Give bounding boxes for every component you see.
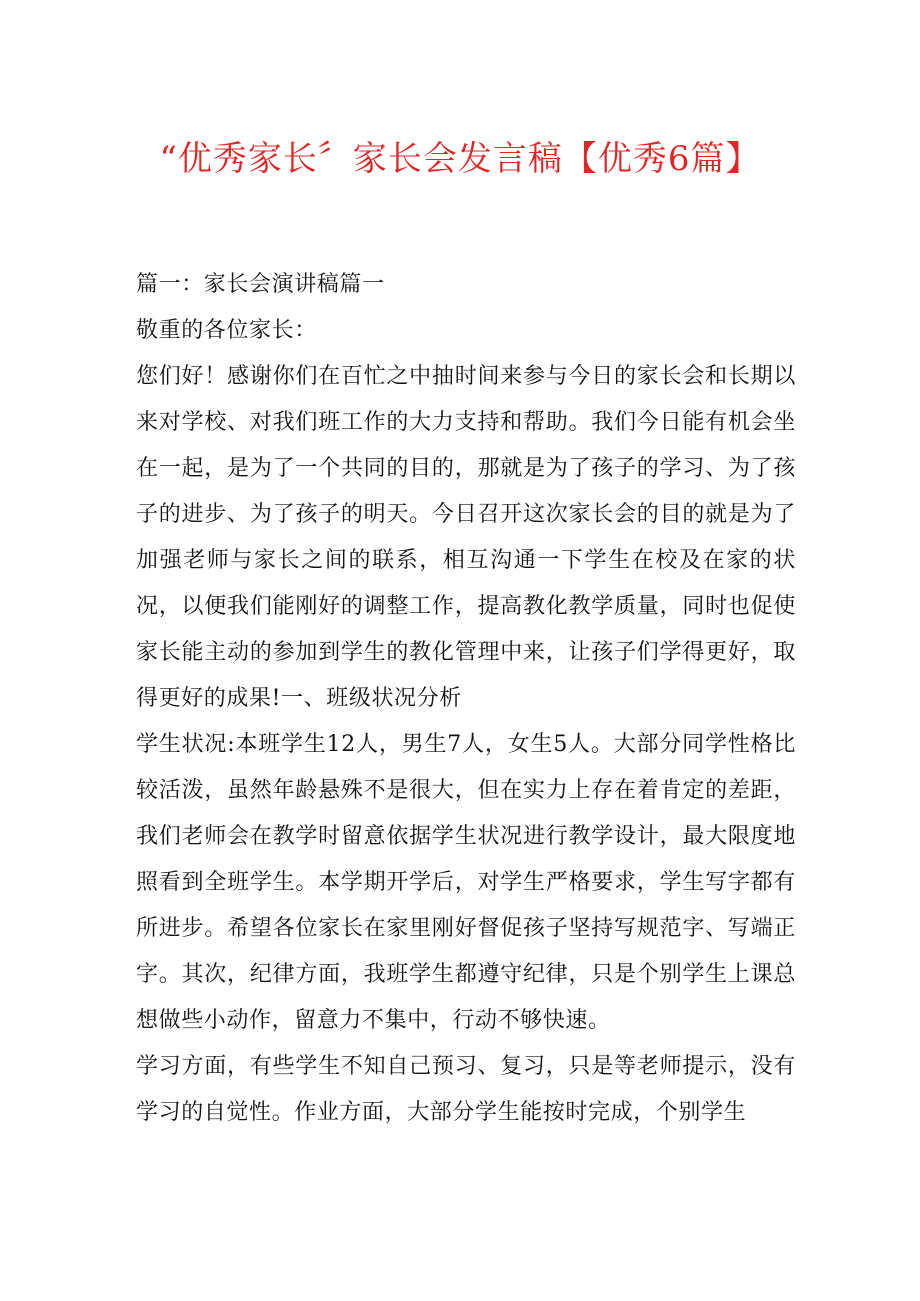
paragraph: 学生状况:本班学生12人，男生7人，女生5人。大部分同学性格比较活泼，虽然年龄悬殊不是很大，但在实力上存在着肯定的差距，我们老师会在教学时留意依据学生状况进行教学设计，最大限度地照看到全班学生。本学期开学后，对学生严格要求，学生写字都有所进步。希望各位家长在家里刚好督促孩子坚持写规范字、写端正字。其次，纪律方面，我班学生都遵守纪律，只是个别学生上课总想做些小动作，留意力不集中，行动不够快速。	[136, 732, 796, 1033]
section-heading: 篇一：家长会演讲稿篇一	[136, 272, 385, 297]
salutation: 敬重的各位家长：	[136, 318, 317, 343]
document-body	[136, 262, 796, 1136]
paragraph: 您们好！感谢你们在百忙之中抽时间来参与今日的家长会和长期以来对学校、对我们班工作的大力支持和帮助。我们今日能有机会坐在一起，是为了一个共同的目的，那就是为了孩子的学习、为了孩子的进步、为了孩子的明天。今日召开这次家长会的目的就是为了加强老师与家长之间的联系，相互沟通一下学生在校及在家的状况，以便我们能刚好的调整工作，提高教化教学质量，同时也促使家长能主动的参加到学生的教化管理中来，让孩子们学得更好，取得更好的成果!一、班级状况分析	[136, 364, 796, 711]
document-title: “优秀家长〞家长会发言稿【优秀6篇】	[159, 139, 761, 179]
paragraph: 学习方面，有些学生不知自己预习、复习，只是等老师提示，没有学习的自觉性。作业方面，大部分学生能按时完成，个别学生	[136, 1054, 796, 1125]
